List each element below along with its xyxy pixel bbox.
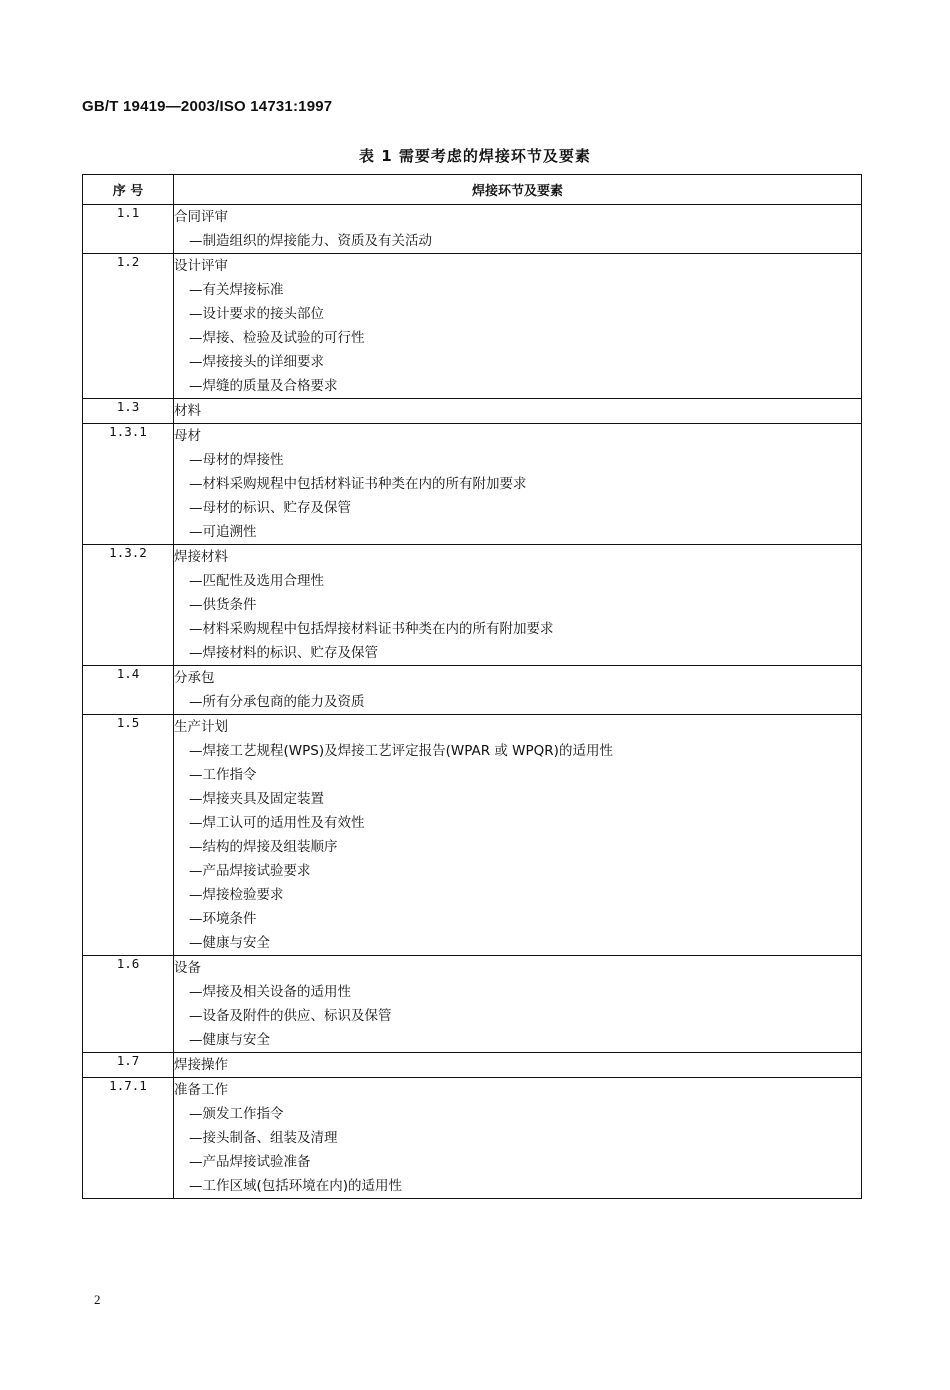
requirement-item: —可追溯性 bbox=[189, 524, 257, 540]
requirements-table bbox=[82, 174, 862, 1199]
requirement-item: —工作区域(包括环境在内)的适用性 bbox=[189, 1178, 403, 1194]
requirement-item: —焊接及相关设备的适用性 bbox=[189, 984, 351, 1000]
section-title: 生产计划 bbox=[174, 719, 228, 735]
requirement-item: —焊接夹具及固定装置 bbox=[189, 791, 324, 807]
table-body bbox=[83, 205, 862, 1199]
table-row bbox=[83, 254, 862, 399]
table-row bbox=[83, 715, 862, 956]
section-title: 母材 bbox=[174, 428, 201, 444]
requirement-item: —制造组织的焊接能力、资质及有关活动 bbox=[189, 233, 432, 249]
section-title: 分承包 bbox=[174, 670, 215, 686]
row-content bbox=[174, 424, 862, 545]
row-number: 1.1 bbox=[83, 205, 174, 254]
requirement-item: —接头制备、组装及清理 bbox=[189, 1130, 338, 1146]
table-row bbox=[83, 666, 862, 715]
row-content bbox=[174, 1078, 862, 1199]
requirement-item: —焊接接头的详细要求 bbox=[189, 354, 324, 370]
table-caption: 表 1 需要考虑的焊接环节及要素 bbox=[359, 147, 591, 165]
requirement-item: —健康与安全 bbox=[189, 935, 270, 951]
row-number: 1.3.1 bbox=[83, 424, 174, 545]
requirement-item: —工作指令 bbox=[189, 767, 257, 783]
requirement-item: —颁发工作指令 bbox=[189, 1106, 284, 1122]
requirement-item: —所有分承包商的能力及资质 bbox=[189, 694, 365, 710]
section-title: 焊接材料 bbox=[174, 549, 228, 565]
table-row bbox=[83, 424, 862, 545]
section-title: 准备工作 bbox=[174, 1082, 228, 1098]
requirement-item: —设备及附件的供应、标识及保管 bbox=[189, 1008, 392, 1024]
table-row bbox=[83, 545, 862, 666]
row-number: 1.2 bbox=[83, 254, 174, 399]
requirement-item: —焊接、检验及试验的可行性 bbox=[189, 330, 365, 346]
row-content bbox=[174, 254, 862, 399]
table-row bbox=[83, 399, 862, 424]
requirement-item: —结构的焊接及组装顺序 bbox=[189, 839, 338, 855]
requirement-item: —焊接材料的标识、贮存及保管 bbox=[189, 645, 378, 661]
section-title: 材料 bbox=[174, 403, 201, 419]
requirement-item: —有关焊接标准 bbox=[189, 282, 284, 298]
column-header-content: 焊接环节及要素 bbox=[174, 175, 862, 205]
row-content bbox=[174, 399, 862, 424]
row-content bbox=[174, 205, 862, 254]
standard-header: GB/T 19419—2003/ISO 14731:1997 bbox=[82, 98, 333, 115]
section-title: 设计评审 bbox=[174, 258, 228, 274]
table-row bbox=[83, 956, 862, 1053]
requirement-item: —母材的焊接性 bbox=[189, 452, 284, 468]
row-number: 1.3 bbox=[83, 399, 174, 424]
row-content bbox=[174, 1053, 862, 1078]
row-content bbox=[174, 715, 862, 956]
requirement-item: —产品焊接试验准备 bbox=[189, 1154, 311, 1170]
page-number: 2 bbox=[94, 1292, 101, 1307]
requirement-item: —焊接工艺规程(WPS)及焊接工艺评定报告(WPAR 或 WPQR)的适用性 bbox=[189, 743, 613, 759]
requirement-item: —材料采购规程中包括材料证书种类在内的所有附加要求 bbox=[189, 476, 527, 492]
section-title: 合同评审 bbox=[174, 209, 228, 225]
requirement-item: —设计要求的接头部位 bbox=[189, 306, 324, 322]
requirement-item: —产品焊接试验要求 bbox=[189, 863, 311, 879]
requirement-item: —焊缝的质量及合格要求 bbox=[189, 378, 338, 394]
requirement-item: —材料采购规程中包括焊接材料证书种类在内的所有附加要求 bbox=[189, 621, 554, 637]
section-title: 焊接操作 bbox=[174, 1057, 228, 1073]
row-content bbox=[174, 666, 862, 715]
column-header-seq: 序 号 bbox=[83, 175, 174, 205]
row-number: 1.7 bbox=[83, 1053, 174, 1078]
row-number: 1.7.1 bbox=[83, 1078, 174, 1199]
requirement-item: —焊工认可的适用性及有效性 bbox=[189, 815, 365, 831]
row-number: 1.6 bbox=[83, 956, 174, 1053]
requirement-item: —供货条件 bbox=[189, 597, 257, 613]
row-number: 1.3.2 bbox=[83, 545, 174, 666]
table-row bbox=[83, 1078, 862, 1199]
requirement-item: —母材的标识、贮存及保管 bbox=[189, 500, 351, 516]
requirement-item: —环境条件 bbox=[189, 911, 257, 927]
table-header-row bbox=[83, 175, 862, 205]
row-number: 1.4 bbox=[83, 666, 174, 715]
requirement-item: —健康与安全 bbox=[189, 1032, 270, 1048]
section-title: 设备 bbox=[174, 960, 201, 976]
table-row bbox=[83, 1053, 862, 1078]
row-content bbox=[174, 545, 862, 666]
row-content bbox=[174, 956, 862, 1053]
requirement-item: —匹配性及选用合理性 bbox=[189, 573, 324, 589]
row-number: 1.5 bbox=[83, 715, 174, 956]
table-row bbox=[83, 205, 862, 254]
requirement-item: —焊接检验要求 bbox=[189, 887, 284, 903]
